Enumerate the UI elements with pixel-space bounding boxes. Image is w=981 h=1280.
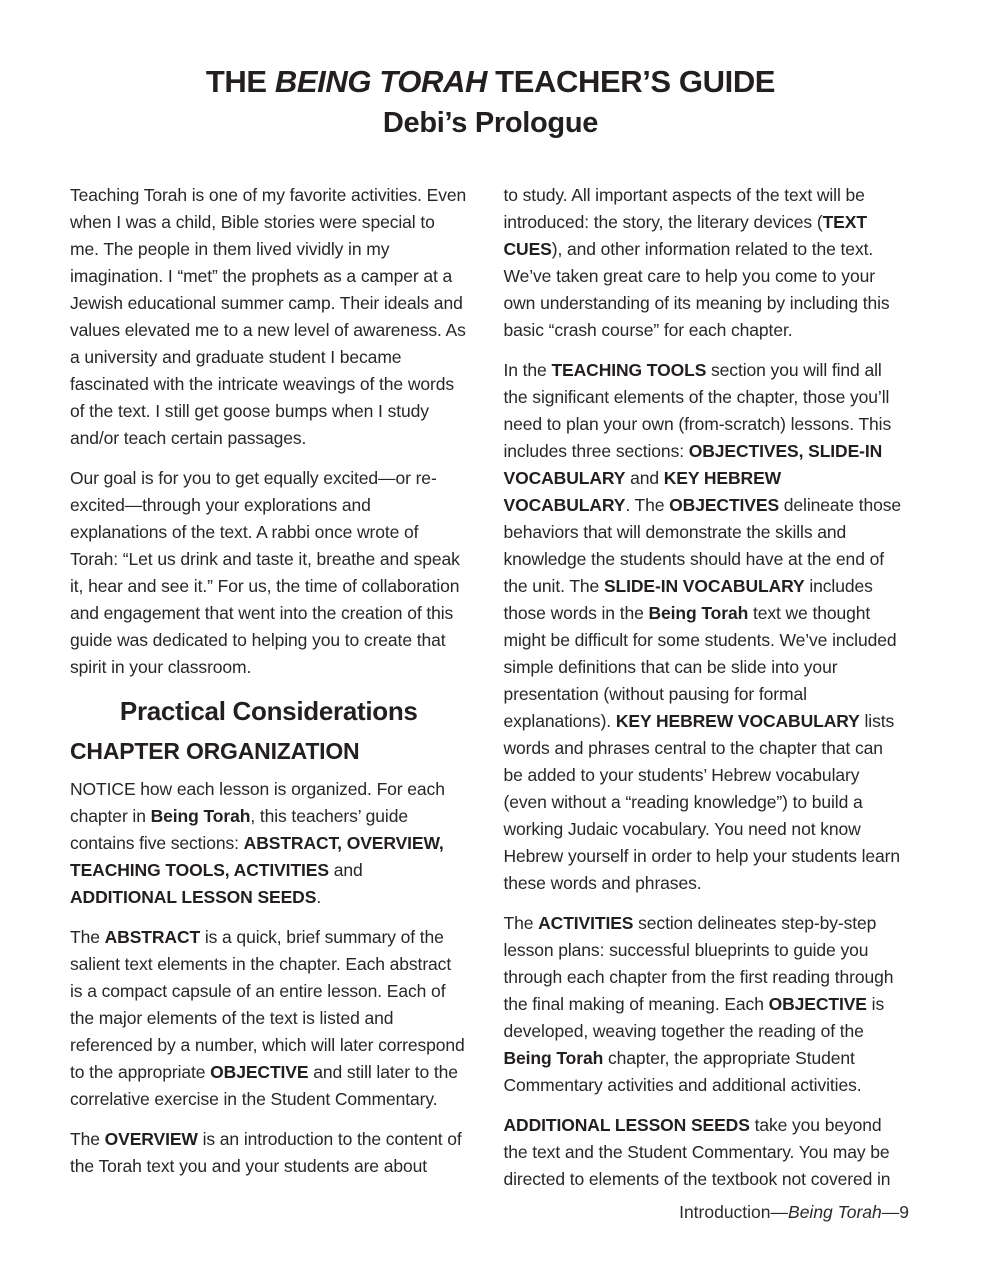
text-segment: OBJECTIVE: [768, 994, 867, 1014]
text-segment: ABSTRACT, OVERVIEW, TEACHING TOOLS, ACTIVITIES: [70, 833, 444, 881]
footer-text: [679, 1202, 909, 1222]
body-text: [70, 182, 901, 1206]
text-segment: Practical Considerations: [119, 696, 418, 726]
text-segment: and: [625, 468, 664, 488]
text-segment: OVERVIEW: [104, 1129, 198, 1150]
paragraph: [70, 776, 468, 911]
text-segment: OBJECTIVE: [210, 1062, 309, 1083]
column-right: [504, 182, 902, 1206]
column-left: [70, 182, 468, 1206]
paragraph: [504, 357, 902, 897]
text-segment: is an introduction to the content of the Torah text you and your students are about: [70, 1129, 462, 1177]
text-segment: chapter, the appropriate Student Commentary activities and additional activities.: [503, 1048, 862, 1095]
text-segment: .: [316, 887, 322, 908]
text-segment: TEACHING TOOLS: [551, 360, 707, 380]
text-segment: Being Torah: [788, 1202, 882, 1222]
text-segment: The: [70, 927, 105, 948]
text-segment: ADDITIONAL LESSON SEEDS: [503, 1115, 750, 1135]
paragraph: [70, 924, 468, 1113]
text-segment: The: [70, 1129, 105, 1150]
text-segment: . The: [625, 495, 670, 515]
section-heading: [70, 697, 468, 727]
paragraph: [504, 910, 902, 1099]
text-segment: CHAPTER ORGANIZATION: [70, 737, 360, 764]
text-segment: Teaching Torah is one of my favorite activities. Even when I was a child, Bible stories were special to me. The people in them lived vividly in my imagination. I “met” the prophets as a camper at a Jewish educational summer camp. Their ideals and values elevated me to a new level of awareness. As a university and graduate student I became fascinated with the intricate weavings of the words of the text. I still get goose bumps when I study and/or teach certain passages.: [70, 185, 467, 448]
text-segment: take you beyond the text and the Student Commentary. You may be directed to elements of the textbook not covered in: [503, 1115, 891, 1189]
text-segment: , this teachers’ guide contains five sections:: [70, 806, 408, 854]
text-segment: The: [503, 913, 539, 933]
paragraph: [70, 465, 468, 681]
text-segment: text we thought might be difficult for some students. We’ve included simple definitions that can be slide into your presentation (without pausing for formal explanations).: [503, 603, 897, 731]
text-segment: section you will find all the significant elements of the chapter, those you’ll need to plan your own (from-scratch) lessons. This includes three sections:: [503, 360, 892, 461]
subsection-heading: [70, 738, 468, 764]
text-segment: THE: [205, 64, 275, 99]
text-segment: and still later to the correlative exercise in the Student Commentary.: [70, 1062, 458, 1110]
text-segment: TEACHER’S GUIDE: [486, 64, 776, 99]
page-subtitle: Debi’s Prologue: [382, 106, 599, 139]
text-segment: Being Torah: [150, 806, 251, 827]
page-footer: [679, 1199, 909, 1226]
paragraph: [504, 1112, 902, 1193]
text-segment: ACTIVITIES: [538, 913, 634, 933]
text-segment: Introduction—: [679, 1202, 789, 1222]
text-segment: SLIDE-IN VOCABULARY: [603, 576, 805, 596]
text-segment: ADDITIONAL LESSON SEEDS: [70, 887, 317, 908]
text-segment: and: [328, 860, 363, 881]
text-segment: delineate those behaviors that will demonstrate the skills and knowledge the students should have at the end of the unit. The: [503, 495, 901, 596]
text-segment: NOTICE how each lesson is organized. For each chapter in: [70, 779, 445, 827]
text-segment: —9: [881, 1202, 909, 1222]
paragraph: [504, 182, 902, 344]
text-segment: is a quick, brief summary of the salient text elements in the chapter. Each abstract is a compact capsule of an entire lesson. Each of the major elements of the text is listed and referenced by a number, which will later correspond to the appropriate: [70, 927, 465, 1083]
paragraph: [70, 182, 468, 452]
text-segment: Being Torah: [503, 1048, 604, 1068]
text-segment: KEY HEBREW VOCABULARY: [503, 468, 782, 515]
text-segment: In the: [503, 360, 552, 380]
text-segment: lists words and phrases central to the chapter that can be added to your students’ Hebrew vocabulary (even without a “reading knowledge”) to build a working Judaic vocabulary. You need not know Hebrew yourself in order to help your students learn these words and phrases.: [503, 711, 901, 893]
text-segment: Our goal is for you to get equally excited—or re-excited—through your explorations and explanations of the text. A rabbi once wrote of Torah: “Let us drink and taste it, breathe and speak it, hear and see it.” For us, the time of collaboration and engagement that went into the creation of this guide was dedicated to helping you to create that spirit in your classroom.: [70, 468, 460, 677]
text-segment: is developed, weaving together the reading of the: [503, 994, 885, 1041]
text-segment: to study. All important aspects of the text will be introduced: the story, the literary devices (: [503, 185, 865, 232]
text-segment: TEXT CUES: [503, 212, 867, 259]
page-header: [0, 64, 981, 140]
text-segment: section delineates step-by-step lesson plans: successful blueprints to guide you through each chapter from the first reading through the final making of meaning. Each: [503, 913, 894, 1014]
page-title: [0, 64, 981, 100]
text-segment: BEING TORAH: [274, 64, 487, 99]
text-segment: KEY HEBREW VOCABULARY: [615, 711, 860, 731]
text-segment: OBJECTIVES, SLIDE-IN VOCABULARY: [503, 441, 883, 488]
text-segment: Being Torah: [648, 603, 749, 623]
text-segment: ABSTRACT: [104, 927, 201, 948]
text-segment: OBJECTIVES: [669, 495, 780, 515]
paragraph: [70, 1126, 468, 1180]
text-segment: ), and other information related to the text. We’ve taken great care to help you come to your own understanding of its meaning by including this basic “crash course” for each chapter.: [503, 239, 890, 340]
text-segment: includes those words in the: [503, 576, 873, 623]
